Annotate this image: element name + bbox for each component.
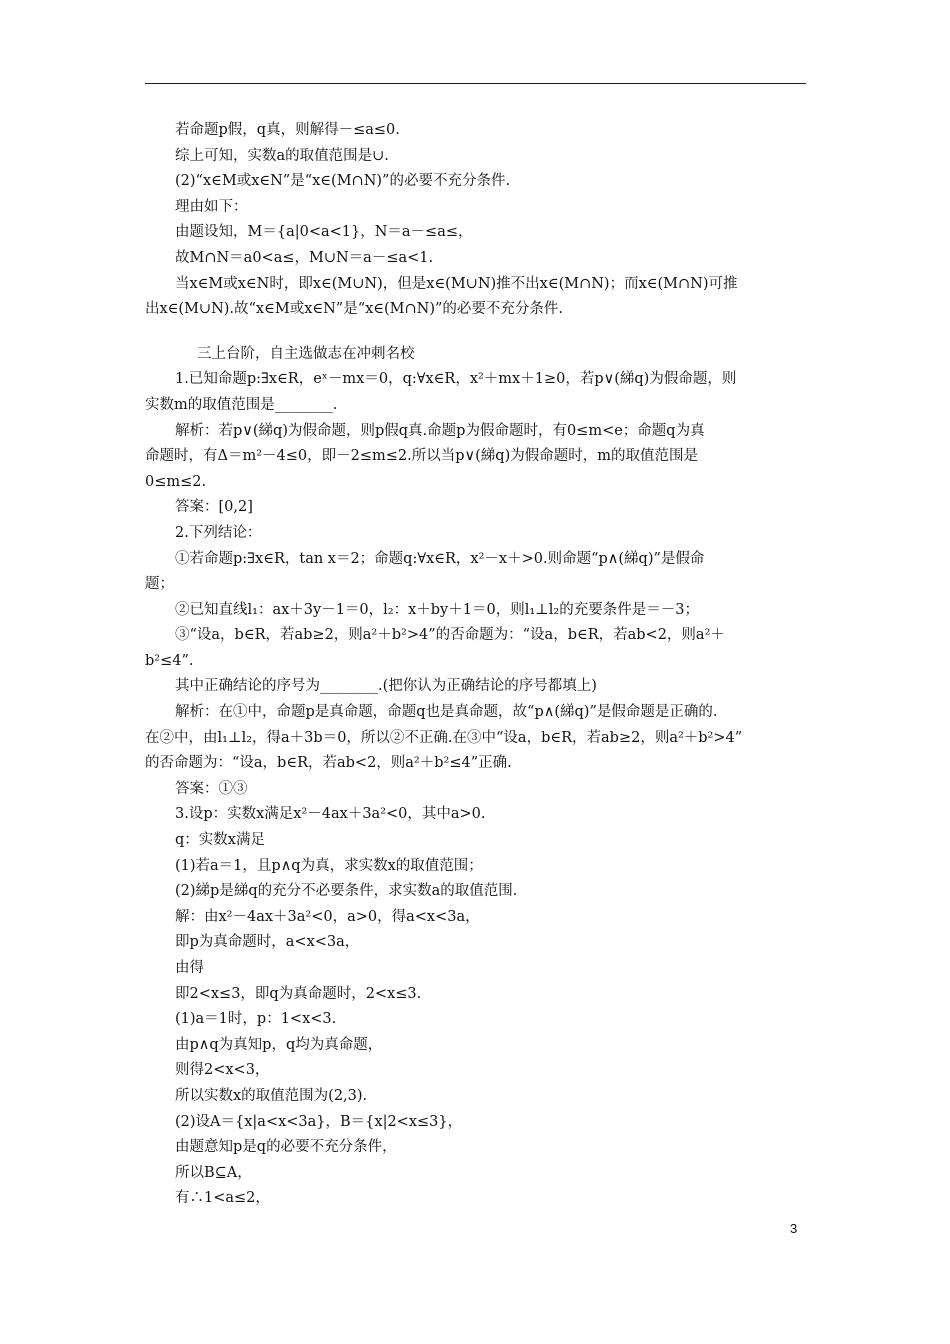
text-line: 解析：在①中，命题p是真命题，命题q也是真命题，故“p∧(綈q)”是假命题是正确的. [175,704,718,721]
text-line: 命题时，有Δ＝m²－4≤0，即－2≤m≤2.所以当p∨(綈q)为假命题时，m的取值范围是 [145,448,698,465]
text-line: 即p为真命题时，a<x<3a， [175,934,360,951]
text-line: 答案：[0,2] [175,499,253,516]
text-line: ③“设a，b∈R，若ab≥2，则a²＋b²>4”的否命题为：“设a，b∈R，若ab<2，则a²＋ [175,627,725,644]
text-line: b²≤4”. [145,652,194,669]
text-line: 题； [145,576,174,593]
header-rule [145,83,806,84]
text-line: 由题意知p是q的必要不充分条件， [175,1139,397,1156]
text-line: 则得2<x<3， [175,1062,270,1079]
text-line: 0≤m≤2. [145,473,207,490]
document-body [145,118,810,1212]
text-line: ②已知直线l₁：ax＋3y－1＝0，l₂：x＋by＋1＝0，则l₁⊥l₂的充要条件是＝－3； [175,601,699,618]
text-line: 故M∩N＝a0<a≤，M∪N＝a－≤a<1. [175,249,434,266]
text-line: 即2<x≤3，即q为真命题时，2<x≤3. [175,985,422,1002]
text-line: 所以B⊆A， [175,1164,252,1181]
text-line: ①若命题p:∃x∈R，tan x＝2；命题q:∀x∈R，x²－x＋>0.则命题“p∧(綈q)”是假命 [175,550,705,567]
text-line: 的否命题为：“设a，b∈R，若ab<2，则a²＋b²≤4”正确. [145,755,512,772]
text-line: 由p∧q为真知p，q均为真命题， [175,1036,383,1053]
text-line: 3.设p：实数x满足x²－4ax＋3a²<0，其中a>0. [175,806,486,823]
text-line: 解：由x²－4ax＋3a²<0，a>0，得a<x<3a， [175,908,480,925]
text-line: 综上可知，实数a的取值范围是∪. [175,147,389,164]
text-line: 有∴1<a≤2， [175,1190,270,1207]
text-line: 2.下列结论： [175,524,262,541]
text-line: (2)綈p是綈q的充分不必要条件，求实数a的取值范围. [175,883,518,900]
text-line: 所以实数x的取值范围为(2,3). [175,1087,368,1104]
text-line: 1.已知命题p:∃x∈R，eˣ－mx＝0，q:∀x∈R，x²＋mx＋1≥0，若p∨(綈q)为假命题，则 [175,371,737,388]
text-line: q：实数x满足 [175,832,265,849]
text-line: 在②中，由l₁⊥l₂，得a＋3b＝0，所以②不正确.在③中“设a，b∈R，若ab≥2，则a²＋b²>4” [145,729,743,746]
text-line: (2)“x∈M或x∈N”是“x∈(M∩N)”的必要不充分条件. [175,173,511,190]
page-number: 3 [790,1221,798,1236]
text-line: 若命题p假，q真，则解得－≤a≤0. [175,122,400,138]
text-line: 由得 [175,960,204,976]
text-line: 理由如下： [175,198,248,215]
text-line [145,323,810,342]
text-line: 当x∈M或x∈N时，即x∈(M∪N)，但是x∈(M∪N)推不出x∈(M∩N)；而x∈(M∩N)可推 [175,275,738,292]
text-line: (1)若a＝1，且p∧q为真，求实数x的取值范围； [175,857,483,874]
section-heading: 三上台阶，自主选做志在冲刺名校 [197,345,415,362]
text-line: (1)a＝1时，p：1<x<3. [175,1011,337,1028]
text-line: 由题设知，M＝{a|0<a<1}，N＝a－≤a≤， [175,224,473,241]
text-line: 出x∈(M∪N).故“x∈M或x∈N”是“x∈(M∩N)”的必要不充分条件. [145,301,564,318]
text-line: 答案：①③ [175,780,248,797]
text-line: (2)设A＝{x|a<x<3a}，B＝{x|2<x≤3}， [175,1113,463,1130]
text-line: 其中正确结论的序号为________.(把你认为正确结论的序号都填上) [175,678,597,695]
text-line: 解析：若p∨(綈q)为假命题，则p假q真.命题p为假命题时，有0≤m<e；命题q为真 [175,422,705,439]
text-line: 实数m的取值范围是________. [145,396,338,413]
